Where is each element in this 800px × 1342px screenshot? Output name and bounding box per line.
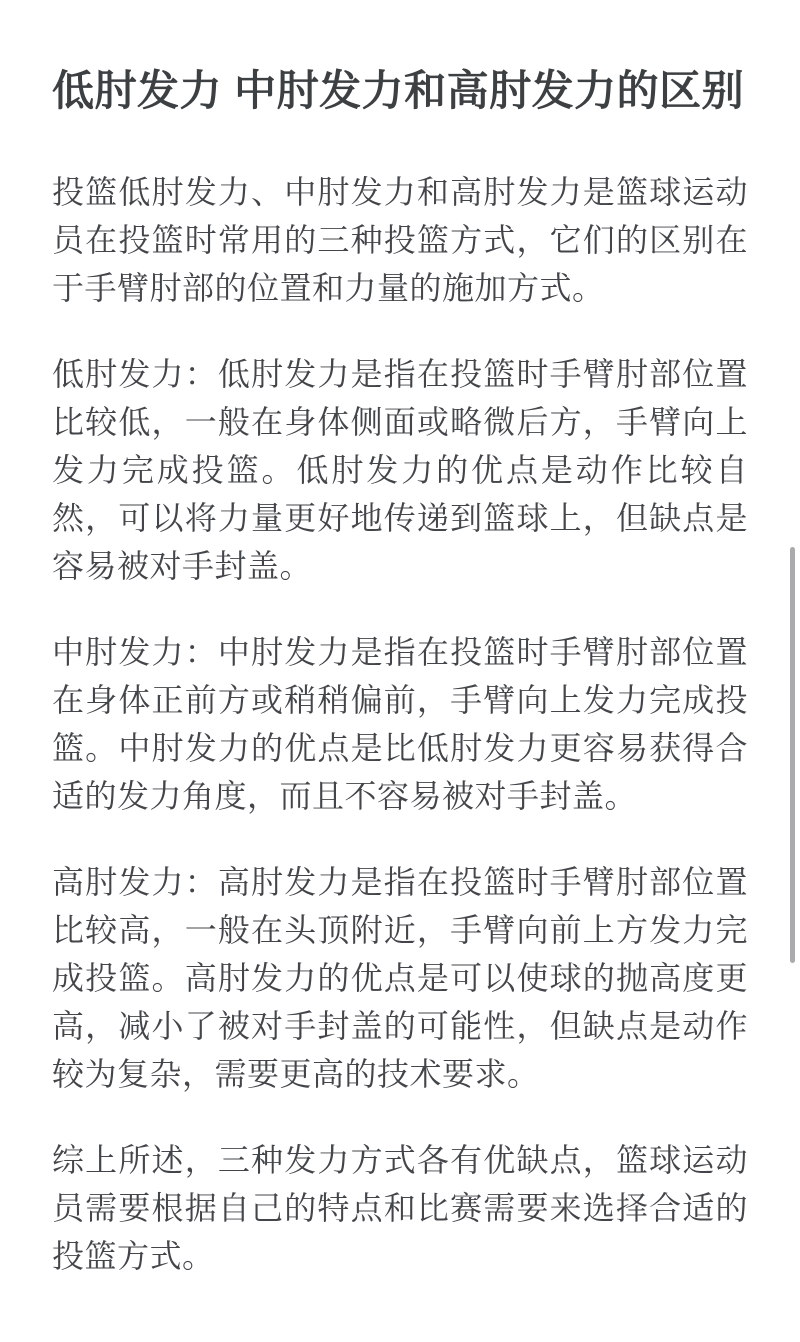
scrollbar-thumb[interactable]	[790, 547, 795, 963]
mid-elbow-paragraph: 中肘发力：中肘发力是指在投篮时手臂肘部位置在身体正前方或稍稍偏前，手臂向上发力完成投篮。中肘发力的优点是比低肘发力更容易获得合适的发力角度，而且不容易被对手封盖。	[52, 634, 748, 814]
summary-paragraph: 综上所述，三种发力方式各有优缺点，篮球运动员需要根据自己的特点和比赛需要来选择合适的投篮方式。	[52, 1142, 748, 1274]
page-title: 低肘发力 中肘发力和高肘发力的区别	[52, 67, 745, 114]
intro-paragraph: 投篮低肘发力、中肘发力和高肘发力是篮球运动员在投篮时常用的三种投篮方式，它们的区别在于手臂肘部的位置和力量的施加方式。	[52, 174, 748, 306]
low-elbow-paragraph: 低肘发力：低肘发力是指在投篮时手臂肘部位置比较低，一般在身体侧面或略微后方，手臂向上发力完成投篮。低肘发力的优点是动作比较自然，可以将力量更好地传递到篮球上，但缺点是容易被对手封盖。	[52, 356, 748, 584]
high-elbow-paragraph: 高肘发力：高肘发力是指在投篮时手臂肘部位置比较高，一般在头顶附近，手臂向前上方发力完成投篮。高肘发力的优点是可以使球的抛高度更高，减小了被对手封盖的可能性，但缺点是动作较为复杂，需要更高的技术要求。	[52, 864, 748, 1092]
